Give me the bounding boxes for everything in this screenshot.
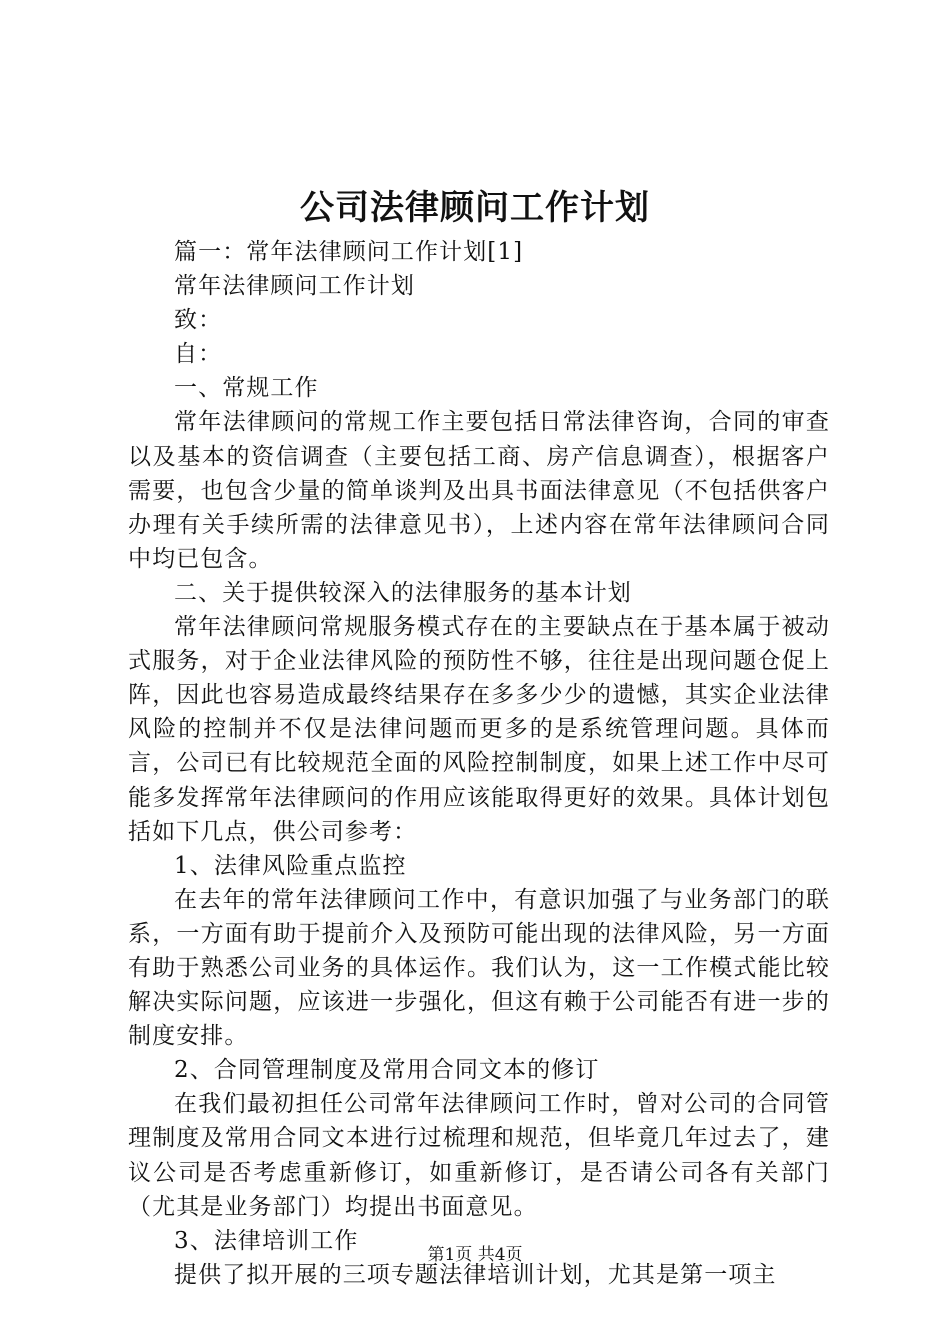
subsection-heading: 3、法律培训工作 xyxy=(174,1227,359,1254)
subsection-heading: 1、法律风险重点监控 xyxy=(174,852,407,879)
document-title: 公司法律顾问工作计划 xyxy=(300,188,650,228)
subsection-heading: 2、合同管理制度及常用合同文本的修订 xyxy=(174,1057,600,1084)
document-body xyxy=(128,235,830,1292)
body-paragraph: 在去年的常年法律顾问工作中，有意识加强了与业务部门的联系，一方面有助于提前介入及预防可能出现的法律风险，另一方面有助于熟悉公司业务的具体运作。我们认为，这一工作模式能比较解决实际问题，应该进一步强化，但这有赖于公司能否有进一步的制度安排。 xyxy=(128,886,830,1050)
section-heading: 篇一：常年法律顾问工作计划[1] xyxy=(174,239,524,265)
body-paragraph: 在我们最初担任公司常年法律顾问工作时，曾对公司的合同管理制度及常用合同文本进行过梳理和规范，但毕竟几年过去了，建议公司是否考虑重新修订，如重新修订，是否请公司各有关部门（尤其是业务部门）均提出书面意见。 xyxy=(128,1091,830,1220)
address-from-line: 自： xyxy=(174,341,223,368)
section-heading: 一、常规工作 xyxy=(174,375,319,402)
section-heading: 二、关于提供较深入的法律服务的基本计划 xyxy=(174,579,632,606)
address-to-line: 致： xyxy=(174,307,223,334)
body-paragraph: 常年法律顾问常规服务模式存在的主要缺点在于基本属于被动式服务，对于企业法律风险的预防性不够，往往是出现问题仓促上阵，因此也容易造成最终结果存在多多少少的遗憾，其实企业法律风险的控制并不仅是法律问题而更多的是系统管理问题。具体而言，公司已有比较规范全面的风险控制制度，如果上述工作中尽可能多发挥常年法律顾问的作用应该能取得更好的效果。具体计划包括如下几点，供公司参考： xyxy=(128,614,830,845)
page-number-footer: 第1页 共4页 xyxy=(427,1245,523,1265)
section-heading: 常年法律顾问工作计划 xyxy=(174,273,415,300)
body-paragraph: 常年法律顾问的常规工作主要包括日常法律咨询，合同的审查以及基本的资信调查（主要包括工商、房产信息调查），根据客户需要，也包含少量的简单谈判及出具书面法律意见（不包括供客户办理有关手续所需的法律意见书），上述内容在常年法律顾问合同中均已包含。 xyxy=(128,409,830,572)
body-paragraph: 提供了拟开展的三项专题法律培训计划，尤其是第一项主 xyxy=(174,1261,777,1288)
